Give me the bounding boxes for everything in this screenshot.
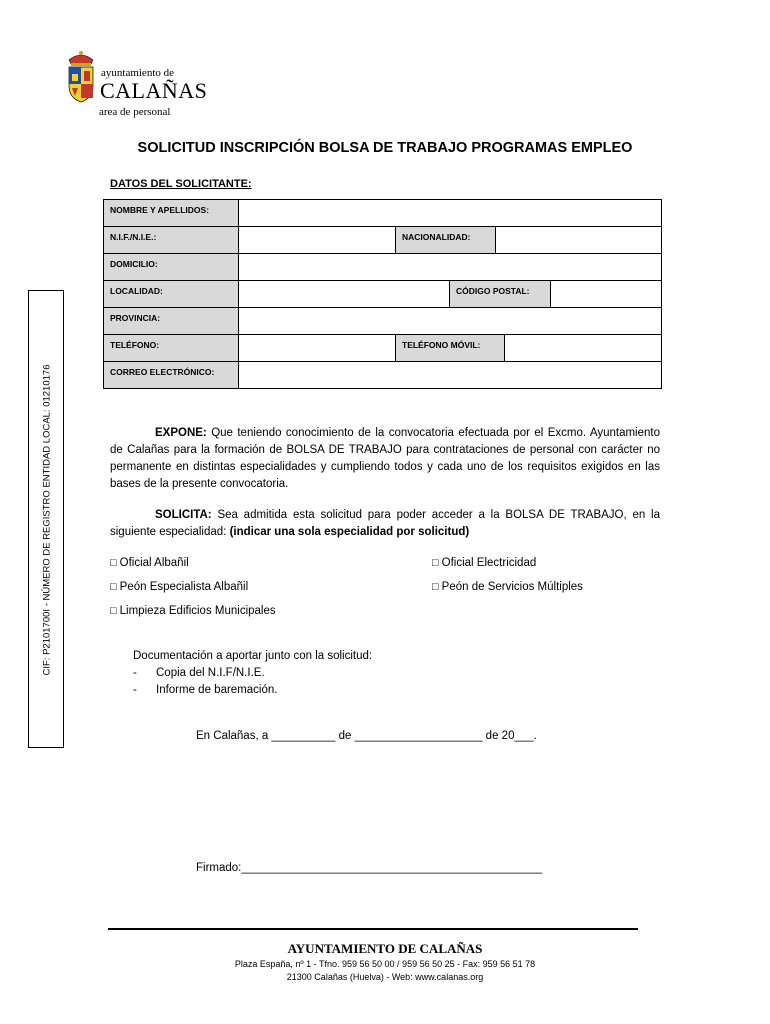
label-codigo-postal: CÓDIGO POSTAL: (450, 281, 551, 307)
logo-department: area de personal (99, 106, 171, 118)
checkbox-icon[interactable]: □ (110, 581, 117, 593)
coat-of-arms-icon (64, 48, 98, 104)
documentation-item-label: Copia del N.I.F/N.I.E. (156, 667, 265, 679)
registry-box (28, 290, 64, 748)
option-label: Peón de Servicios Múltiples (441, 581, 583, 593)
registry-text: CIF: P2101700I - NÚMERO DE REGISTRO ENTIDAD LOCAL: 01210176 (41, 364, 53, 676)
form-row-provincia (104, 308, 661, 335)
option-peon-albanil[interactable] (110, 581, 248, 593)
option-oficial-electricidad[interactable] (432, 557, 536, 569)
signature-line[interactable]: Firmado:_______________________________________________ (196, 862, 542, 874)
field-correo[interactable] (239, 362, 661, 388)
solicita-label: SOLICITA: (155, 509, 212, 521)
form-row-correo (104, 362, 661, 389)
field-codigo-postal[interactable] (551, 281, 661, 307)
solicita-paragraph (110, 507, 660, 541)
field-nif[interactable] (239, 227, 396, 253)
checkbox-icon[interactable]: □ (110, 557, 117, 569)
footer-divider (108, 928, 638, 930)
field-domicilio[interactable] (239, 254, 661, 280)
documentation-item (133, 665, 372, 682)
date-line[interactable]: En Calañas, a __________ de ____________________ de 20___. (196, 730, 537, 742)
label-telefono-movil: TELÉFONO MÓVIL: (396, 335, 505, 361)
checkbox-icon[interactable]: □ (432, 581, 439, 593)
label-provincia: PROVINCIA: (104, 308, 239, 334)
documentation-item (133, 682, 372, 699)
field-provincia[interactable] (239, 308, 661, 334)
label-nif: N.I.F./N.I.E.: (104, 227, 239, 253)
form-row-telefono (104, 335, 661, 362)
option-limpieza[interactable] (110, 605, 276, 617)
form-row-nif (104, 227, 661, 254)
solicita-text: Sea admitida esta solicitud para poder acceder a la BOLSA DE TRABAJO, en la siguiente especialidad: (110, 509, 660, 538)
field-nombre[interactable] (239, 200, 661, 226)
expone-paragraph (110, 425, 660, 493)
footer-address-line: Plaza España, nº 1 - Tfno. 959 56 50 00 / 959 56 50 25 - Fax: 959 56 51 78 (234, 959, 536, 969)
footer-address-line: 21300 Calañas (Huelva) - Web: www.calanas.org (286, 972, 484, 982)
list-dash: - (133, 684, 137, 696)
option-label: Oficial Electricidad (441, 557, 537, 569)
label-telefono: TELÉFONO: (104, 335, 239, 361)
logo-subtitle: ayuntamiento de (101, 67, 175, 79)
footer-title: AYUNTAMIENTO DE CALAÑAS (287, 941, 483, 956)
form-row-nombre (104, 200, 661, 227)
checkbox-icon[interactable]: □ (432, 557, 439, 569)
label-localidad: LOCALIDAD: (104, 281, 239, 307)
solicita-note: (indicar una sola especialidad por solicitud) (229, 526, 470, 538)
label-nombre: NOMBRE Y APELLIDOS: (104, 200, 239, 226)
label-domicilio: DOMICILIO: (104, 254, 239, 280)
applicant-form (103, 199, 662, 389)
label-correo: CORREO ELECTRÓNICO: (104, 362, 239, 388)
documentation-title: Documentación a aportar junto con la solicitud: (133, 650, 373, 662)
option-oficial-albanil[interactable] (110, 557, 189, 569)
option-label: Peón Especialista Albañil (119, 581, 249, 593)
field-nacionalidad[interactable] (496, 227, 661, 253)
expone-label: EXPONE: (155, 427, 207, 439)
list-dash: - (133, 667, 137, 679)
form-row-domicilio (104, 254, 661, 281)
logo-title: CALAÑAS (100, 78, 208, 103)
option-label: Limpieza Edificios Municipales (119, 605, 276, 617)
documentation-item-label: Informe de baremación. (156, 684, 278, 696)
checkbox-icon[interactable]: □ (110, 605, 117, 617)
form-row-localidad (104, 281, 661, 308)
option-peon-servicios[interactable] (432, 581, 583, 593)
section-title: DATOS DEL SOLICITANTE: (110, 178, 252, 190)
field-telefono[interactable] (239, 335, 396, 361)
field-telefono-movil[interactable] (505, 335, 661, 361)
documentation-block (133, 648, 372, 699)
label-nacionalidad: NACIONALIDAD: (396, 227, 496, 253)
expone-text: Que teniendo conocimiento de la convocatoria efectuada por el Excmo. Ayuntamiento de Calañas para la formación de BOLSA DE TRABAJO para contrataciones de personal con carácter no permanente en distintas especialidades y cumpliendo todos y cada uno de los requisitos exigidos en las bases de la presente convocatoria. (110, 427, 660, 490)
field-localidad[interactable] (239, 281, 450, 307)
footer-address (0, 958, 770, 984)
page-title: SOLICITUD INSCRIPCIÓN BOLSA DE TRABAJO PROGRAMAS EMPLEO (137, 140, 633, 156)
option-label: Oficial Albañil (119, 557, 189, 569)
logo (64, 48, 264, 123)
